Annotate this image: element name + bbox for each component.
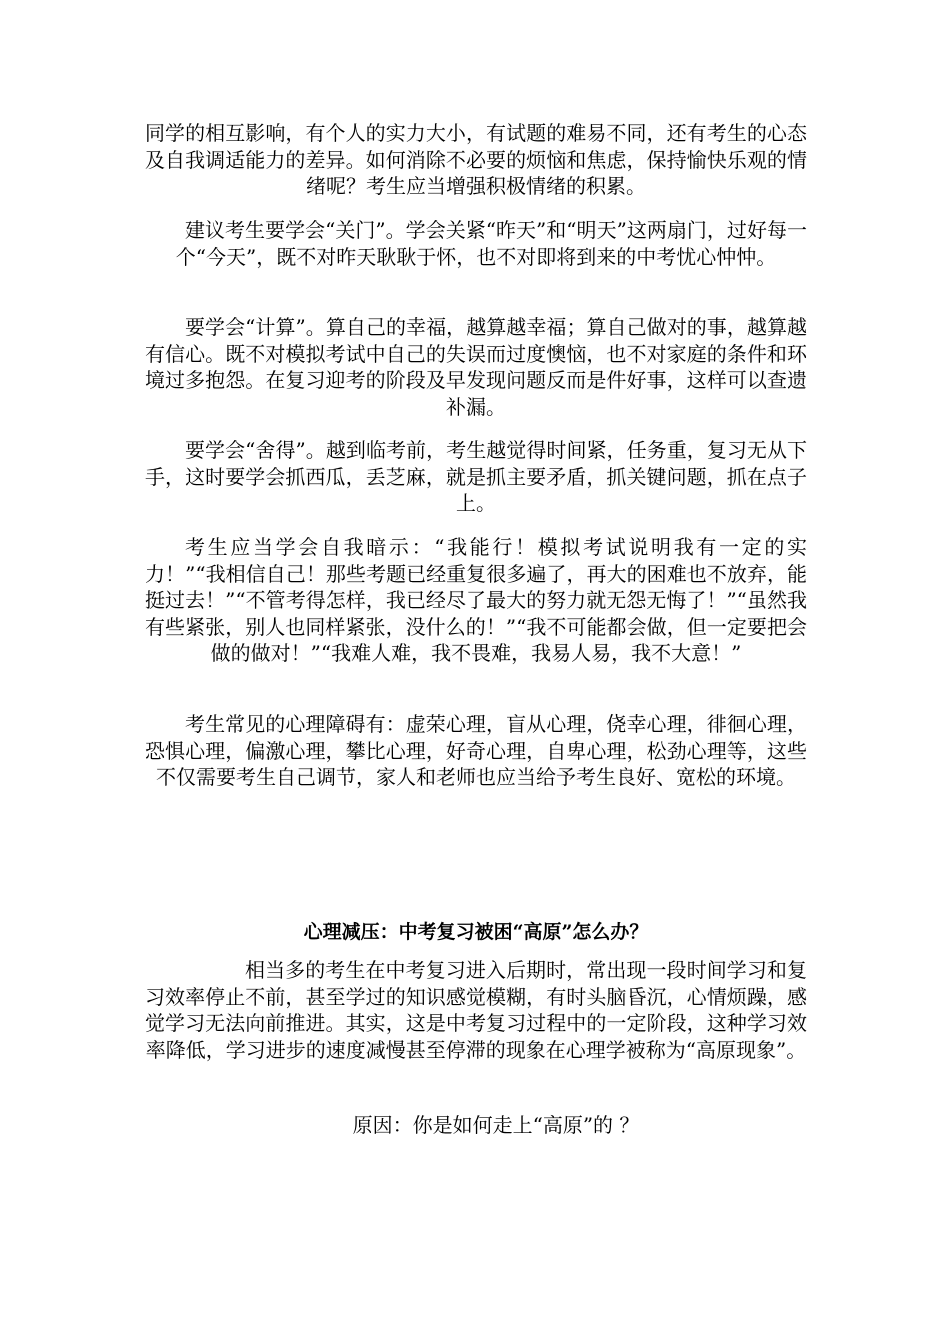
paragraph-calculate: 要学会“计算”。算自己的幸福，越算越幸福；算自己做对的事，越算越有信心。既不对模拟考试中自己的失误而过度懊恼，也不对家庭的条件和环境过多抱怨。在复习迎考的阶段及早发现问题反而是件好事，这样可以查遗补漏。	[145, 315, 807, 419]
paragraph-obstacles: 考生常见的心理障碍有：虚荣心理，盲从心理，侥幸心理，徘徊心理，恐惧心理，偏激心理，攀比心理，好奇心理，自卑心理，松劲心理等，这些不仅需要考生自己调节，家人和老师也应当给予考生良好、宽松的环境。	[145, 712, 807, 789]
paragraph-let-go: 要学会“舍得”。越到临考前，考生越觉得时间紧，任务重，复习无从下手，这时要学会抓西瓜，丢芝麻，就是抓主要矛盾，抓关键问题，抓在点子上。	[145, 438, 807, 515]
subheading-cause: 原因：你是如何走上“高原”的 ？	[352, 1113, 640, 1137]
paragraph-self-suggestion: 考生应当学会自我暗示：“我能行！模拟考试说明我有一定的实力！”“我相信自己！那些考题已经重复很多遍了，再大的困难也不放弃，能挺过去！”“不管考得怎样，我已经尽了最大的努力就无怨无悔了！”“虽然我有些紧张，别人也同样紧张，没什么的！”“我不可能都会做，但一定要把会做的做对！”“我难人难，我不畏难，我易人易，我不大意！”	[145, 535, 807, 665]
paragraph-plateau: 相当多的考生在中考复习进入后期时，常出现一段时间学习和复习效率停止不前，甚至学过的知识感觉模糊，有时头脑昏沉，心情烦躁，感觉学习无法向前推进。其实，这是中考复习过程中的一定阶段，这种学习效率降低，学习进步的速度减慢甚至停滞的现象在心理学被称为“高原现象”。	[145, 958, 807, 1062]
section-heading: 心理减压：中考复习被困“高原”怎么办？	[303, 921, 649, 943]
paragraph-intro: 同学的相互影响，有个人的实力大小，有试题的难易不同，还有考生的心态及自我调适能力的差异。如何消除不必要的烦恼和焦虑，保持愉快乐观的情绪呢？考生应当增强积极情绪的积累。	[145, 121, 807, 198]
paragraph-close-door: 建议考生要学会“关门”。学会关紧“昨天”和“明天”这两扇门，过好每一个“今天”，既不对昨天耿耿于怀，也不对即将到来的中考忧心忡忡。	[175, 218, 807, 269]
